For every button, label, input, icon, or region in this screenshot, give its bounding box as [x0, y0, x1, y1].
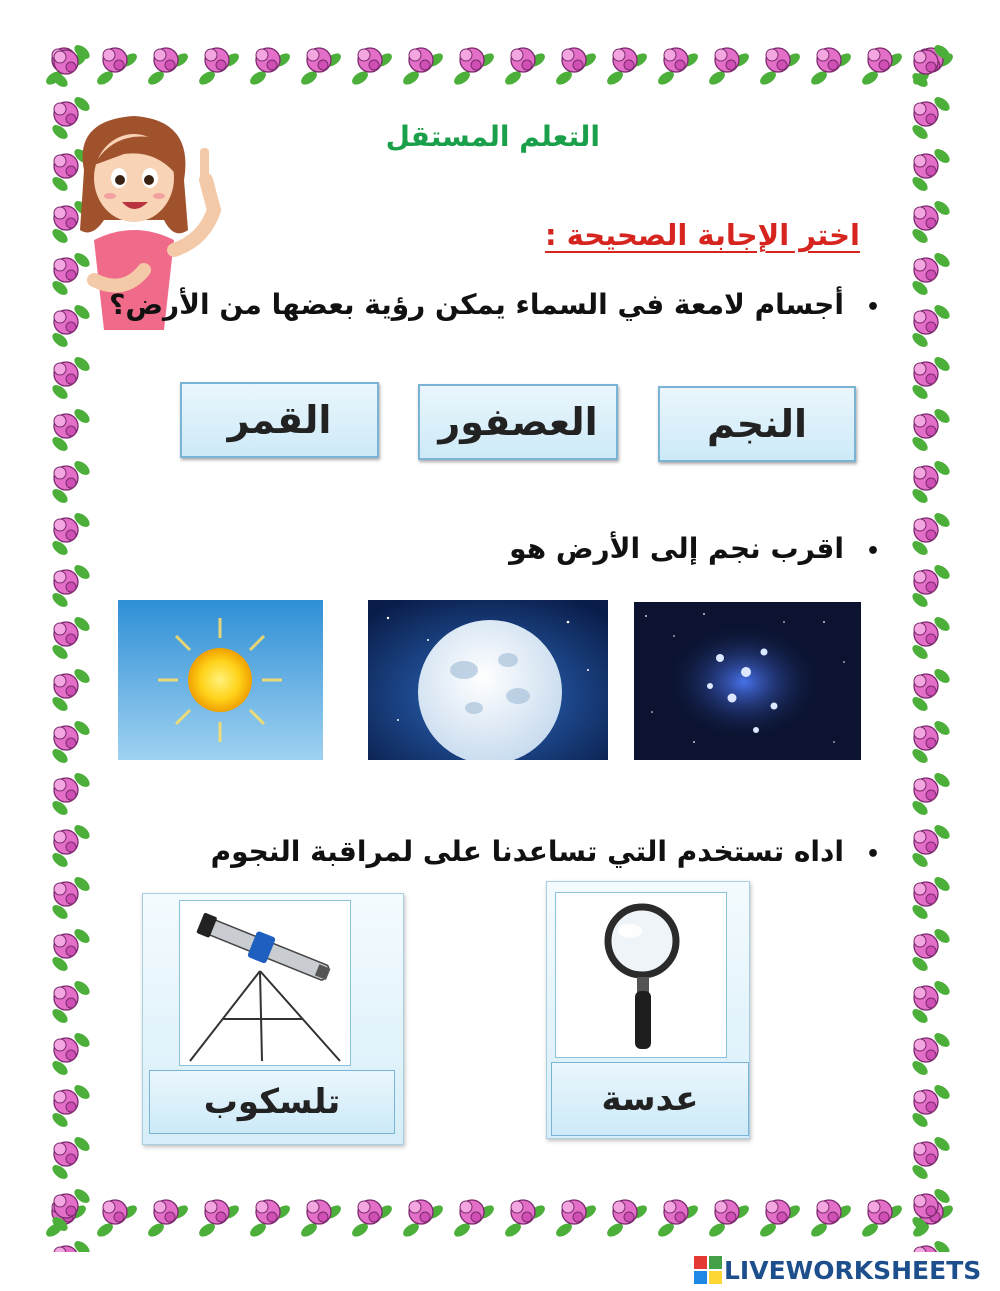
choice-star-button[interactable]: النجم: [658, 386, 856, 462]
question-3-text: اداه تستخدم التي تساعدنا على لمراقبة النجوم: [210, 835, 844, 868]
floral-border-top: [40, 38, 960, 100]
magnifying-glass-label: عدسة: [551, 1062, 749, 1136]
telescope-label: تلسكوب: [149, 1070, 395, 1134]
choice-bird-button[interactable]: العصفور: [418, 384, 618, 460]
full-moon-photo[interactable]: [368, 600, 608, 760]
floral-border-bottom: [40, 1190, 960, 1252]
magnifying-glass-icon: [556, 893, 726, 1057]
magnifying-glass-image-frame: [555, 892, 727, 1058]
floral-border-right: [900, 38, 962, 1252]
instruction-text: اختر الإجابة الصحيحة :: [544, 218, 860, 252]
sun-photo[interactable]: [118, 600, 323, 760]
liveworksheets-watermark: [694, 1253, 981, 1287]
bullet-icon: •: [865, 842, 880, 867]
telescope-card[interactable]: [142, 893, 404, 1145]
question-3: [211, 835, 880, 868]
star-cluster-photo[interactable]: [634, 602, 861, 760]
telescope-image-frame: [179, 900, 351, 1066]
worksheet-title: التعلم المستقل: [385, 120, 600, 153]
bullet-icon: •: [865, 539, 880, 564]
bullet-icon: •: [865, 295, 880, 320]
question-1-text: أجسام لامعة في السماء يمكن رؤية بعضها من الأرض؟: [109, 288, 844, 321]
question-1: [109, 288, 880, 321]
choice-moon-button[interactable]: القمر: [180, 382, 379, 458]
magnifying-glass-card[interactable]: [546, 881, 750, 1139]
liveworksheets-logo-icon: [694, 1256, 722, 1284]
telescope-icon: [180, 901, 350, 1065]
watermark-text: LIVEWORKSHEETS: [724, 1255, 982, 1285]
question-2: [509, 532, 880, 565]
question-2-text: اقرب نجم إلى الأرض هو: [509, 532, 844, 565]
